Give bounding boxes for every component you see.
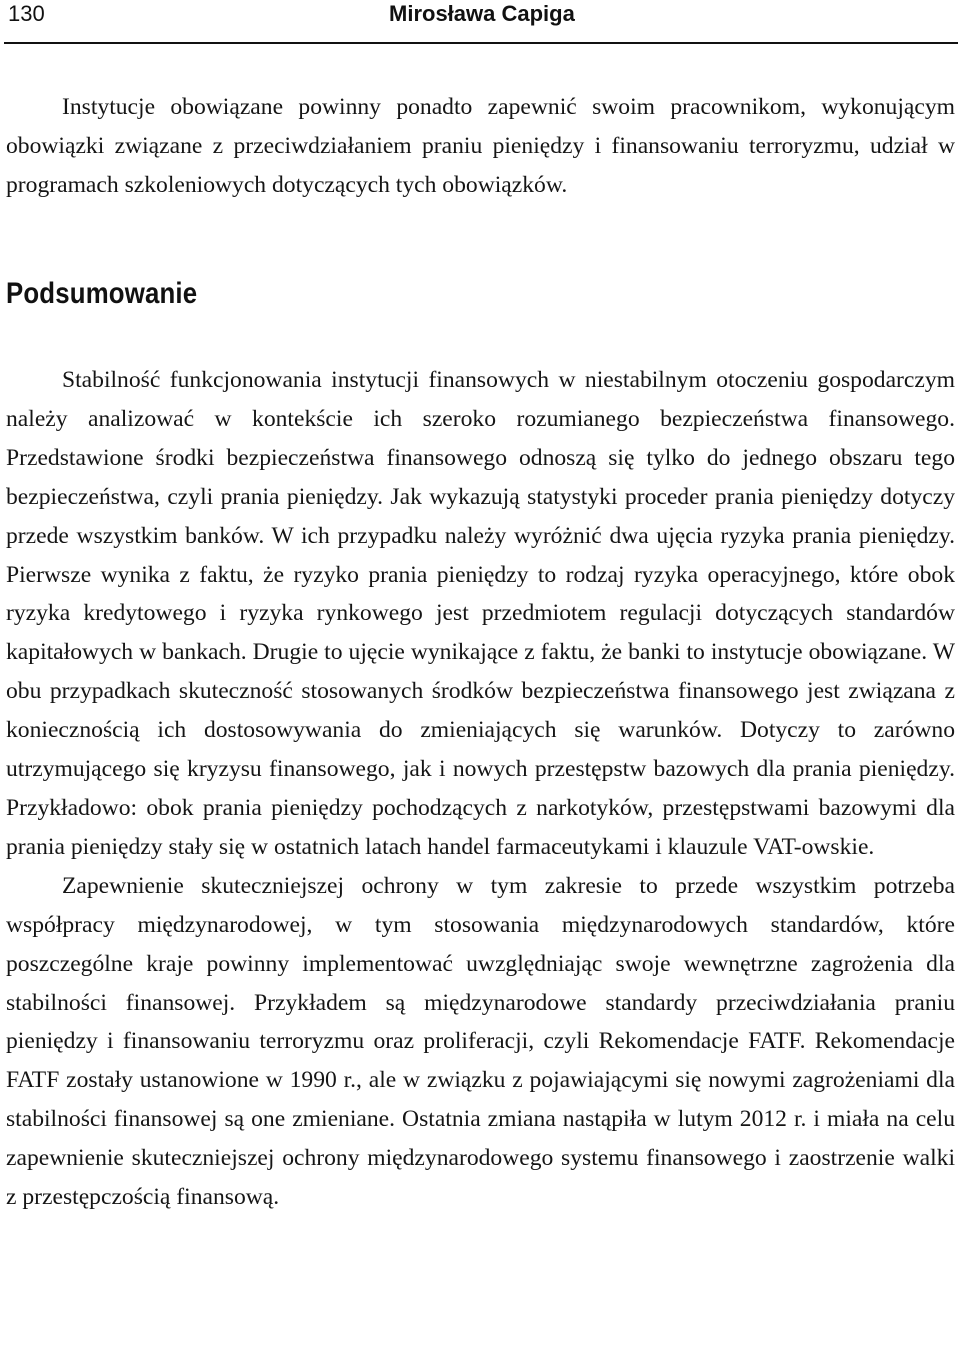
body-paragraph: Stabilność funkcjonowania instytucji finansowych w niestabilnym otoczeniu gospodarczym należy analizować w kontekście ich szeroko rozumianego bezpieczeństwa finansowego. Przedstawione środki bezpieczeństwa finansowego odnoszą się tylko do jednego obszaru tego bezpieczeństwa, czyli prania pieniędzy. Jak wykazują statystyki proceder prania pieniędzy dotyczy przede wszystkim banków. W ich przypadku należy wyróżnić dwa ujęcia ryzyka prania pieniędzy. Pierwsze wynika z faktu, że ryzyko prania pieniędzy to rodzaj ryzyka operacyjnego, które obok ryzyka kredytowego i ryzyka rynkowego jest przedmiotem regulacji dotyczących standardów kapitałowych w bankach. Drugie to ujęcie wynikające z faktu, że banki to instytucje obowiązane. W obu przypadkach skuteczność stosowanych środków bezpieczeństwa finansowego jest związana z koniecznością ich dostosowywania do zmieniających się warunków. Dotyczy to zarówno utrzymującego się kryzysu finansowego, jak i nowych przestępstw bazowych dla prania pieniędzy. Przykładowo: obok prania pieniędzy pochodzących z narkotyków, przestępstwami bazowymi dla prania pieniędzy stały się w ostatnich latach handel farmaceutykami i klauzule VAT-owskie. (6, 367, 955, 860)
body-paragraph: Instytucje obowiązane powinny ponadto zapewnić swoim pracownikom, wykonującym obowiązki związane z przeciwdziałaniem praniu pieniędzy i finansowaniu terroryzmu, udział w programach szkoleniowych dotyczących tych obowiązków. (6, 94, 955, 198)
summary-text-block (6, 361, 955, 1217)
page-number: 130 (8, 1, 45, 26)
running-head (4, 0, 958, 30)
intro-text-block (6, 88, 955, 205)
header-divider (4, 42, 958, 44)
section-heading: Podsumowanie (6, 277, 198, 310)
body-paragraph: Zapewnienie skuteczniejszej ochrony w tym zakresie to przede wszystkim potrzeba współpracy międzynarodowej, w tym stosowania międzynarodowych standardów, które poszczególne kraje powinny implementować uwzględniając swoje wewnętrzne zagrożenia dla stabilności finansowej. Przykładem są międzynarodowe standardy przeciwdziałania praniu pieniędzy i finansowaniu terroryzmu oraz proliferacji, czyli Rekomendacje FATF. Rekomendacje FATF zostały ustanowione w 1990 r., ale w związku z pojawiającymi się nowymi zagrożeniami dla stabilności finansowej są one zmieniane. Ostatnia zmiana nastąpiła w lutym 2012 r. i miała na celu zapewnienie skuteczniejszej ochrony międzynarodowego systemu finansowego i zaostrzenie walki z przestępczością finansową. (6, 872, 955, 1211)
running-head-author: Mirosława Capiga (389, 1, 575, 26)
